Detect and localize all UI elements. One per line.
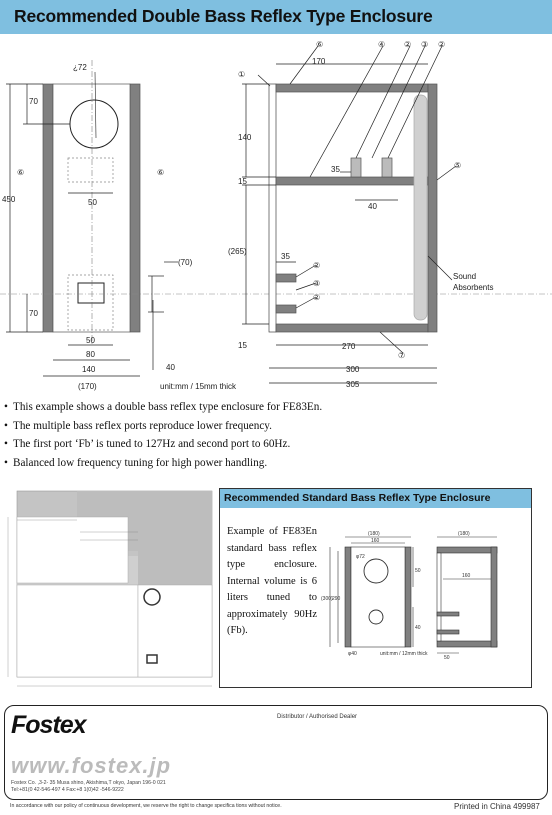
dim-140: 140 — [238, 133, 252, 142]
front-right-panel — [130, 84, 140, 332]
sound-absorbents-label-2: Absorbents — [453, 283, 494, 292]
shelf-port-right — [382, 158, 392, 177]
side-bottom-panel — [276, 324, 428, 332]
marker-1: ① — [238, 70, 246, 79]
dim-width-140: 140 — [82, 365, 96, 374]
side-shelf — [276, 177, 428, 185]
side-view-labels — [160, 40, 493, 391]
marker-2b: ② — [438, 40, 446, 49]
unit-note: unit:mm / 15mm thick — [160, 382, 237, 391]
dim-35a: 35 — [331, 165, 340, 174]
dim-port-50-bottom: 50 — [86, 336, 95, 345]
std-dim-h290: 290 — [332, 596, 341, 602]
std-dim-port: φ40 — [348, 651, 357, 657]
fostex-logo: Fostex — [11, 711, 86, 739]
bullet-item: • The multiple bass reflex ports reproduce lower frequency. — [4, 419, 272, 432]
marker-6: ⑥ — [316, 40, 324, 49]
dim-label-40: 40 — [166, 363, 175, 372]
marker-2a: ② — [404, 40, 412, 49]
std-dim-h300: (300) — [321, 596, 333, 602]
marker-7: ⑦ — [398, 351, 406, 360]
dim-top-170: 170 — [312, 57, 326, 66]
std-dim-inner: 160 — [371, 538, 380, 544]
dim-top-70: 70 — [29, 97, 38, 106]
dim-15: 15 — [238, 177, 247, 186]
speaker-hole — [70, 100, 118, 148]
side-view — [242, 46, 456, 383]
side-back-panel — [428, 84, 437, 332]
std-dim-r50: 50 — [415, 568, 421, 574]
std-dim-top: (180) — [368, 531, 380, 537]
std-unit-note: unit:mm / 12mm thick — [380, 651, 428, 657]
marker-3a: ③ — [421, 40, 429, 49]
marker-2c: ② — [313, 261, 321, 270]
marker-right-6: ⑥ — [157, 168, 165, 177]
company-address: Fostex Co. ,3-2- 35 Musa shino, Akishima,T okyo, Japan 196-0 021 Tel:+81(0 42-546-497 4 Fax:+8 1(0)42 -546-9222 — [11, 780, 166, 793]
dim-265: (265) — [228, 247, 247, 256]
dim-35b: 35 — [281, 252, 290, 261]
bullet-item: • Balanced low frequency tuning for high power handling. — [4, 456, 268, 469]
sound-absorbent — [414, 95, 427, 320]
main-diagram — [0, 34, 552, 394]
dim-15b: 15 — [238, 341, 247, 350]
printed-note: Printed in China 499987 — [454, 802, 540, 811]
hole-diameter-label: ¿72 — [73, 63, 87, 72]
std-dim-side-top: (180) — [458, 531, 470, 537]
page-title: Recommended Double Bass Reflex Type Enclosure — [14, 6, 433, 26]
dim-305: 305 — [346, 380, 360, 389]
bullet-item: • The first port ‘Fb’ is tuned to 127Hz and second port to 60Hz. — [4, 438, 291, 451]
port-opening — [78, 283, 104, 303]
marker-5: ⑤ — [454, 161, 462, 170]
standard-enclosure-description: Example of FE83En standard bass reflex type enclosure. Internal volume is 6 liters tuned to approximately 90Hz (Fb). — [227, 526, 317, 636]
std-dim-side-50: 50 — [444, 655, 450, 661]
dim-40: 40 — [368, 202, 377, 211]
standard-enclosure-title: Recommended Standard Bass Reflex Type Enclosure — [220, 489, 531, 508]
lower-port-bottom — [276, 305, 296, 313]
dim-port-50-top: 50 — [88, 198, 97, 207]
shelf-port-left — [351, 158, 361, 177]
marker-left-6: ⑥ — [17, 168, 25, 177]
dim-height-450: 450 — [2, 195, 16, 204]
std-dim-hole: φ72 — [356, 554, 365, 560]
dim-270: 270 — [342, 342, 356, 351]
footer-box — [4, 705, 548, 800]
sound-absorbents-label-1: Sound — [453, 272, 477, 281]
side-baffle — [269, 84, 276, 332]
std-dim-r40: 40 — [415, 625, 421, 631]
marker-2d: ② — [313, 293, 321, 302]
standard-enclosure-diagram — [320, 527, 530, 661]
marker-3b: ③ — [313, 279, 321, 288]
dim-bottom-70: 70 — [29, 309, 38, 318]
dim-300: 300 — [346, 365, 360, 374]
lower-port-top — [276, 274, 296, 282]
bullet-list — [4, 398, 444, 472]
distributor-label: Distributor / Authorised Dealer — [277, 714, 358, 720]
front-left-panel — [43, 84, 53, 332]
bullet-item: • This example shows a double bass reflex type enclosure for FE83En. — [4, 401, 323, 413]
policy-note: In accordance with our policy of continuous development, we reserve the right to change specifica tions without notice. — [10, 803, 282, 809]
cutting-layout — [0, 490, 214, 690]
dim-port-80: 80 — [86, 350, 95, 359]
std-dim-side-inner: 160 — [462, 573, 471, 579]
website-link[interactable]: www.fostex.jp — [11, 753, 172, 778]
standard-enclosure-box — [219, 488, 532, 688]
dim-label-70: (70) — [178, 258, 193, 267]
marker-4: ④ — [378, 40, 386, 49]
dim-width-170: (170) — [78, 382, 97, 391]
